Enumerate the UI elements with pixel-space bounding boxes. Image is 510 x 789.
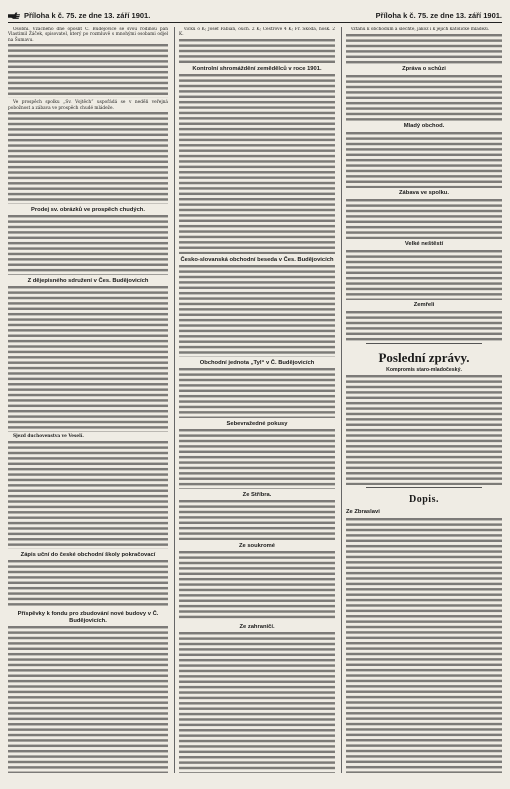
- article-heading: Zpráva o schůzi: [402, 66, 446, 73]
- body-text-block: [179, 39, 335, 63]
- body-text-block: [346, 199, 502, 239]
- body-text-block: [179, 265, 335, 357]
- columns: [8, 27, 502, 773]
- body-text-block: [8, 626, 168, 773]
- section-title: Dopis.: [409, 493, 439, 505]
- body-text-block: [8, 441, 168, 549]
- body-text-block: [8, 44, 168, 98]
- article-heading: Ze Stříbra.: [242, 491, 272, 498]
- article-paragraph: Osobní. Vzácného dne oposlit C. Budějovice se svou rodinou pan Vlastimil Žáček, spisovatel, který po rozmluvě s mnohými osobami odjel na Šumavu.: [8, 27, 168, 43]
- article-heading: Z dějepisného sdružení v Čes. Budějovicích: [27, 277, 149, 284]
- pointing-hand-icon: [8, 12, 20, 19]
- body-text-block: [179, 551, 335, 621]
- article-heading: Kontrolní shromáždění zemědělců v roce 1901.: [192, 65, 322, 72]
- article-heading: Sebevražedné pokusy: [226, 420, 288, 427]
- header-title-right: Příloha k č. 75. ze dne 13. září 1901.: [375, 11, 502, 20]
- body-text-block: [179, 632, 335, 773]
- newspaper-page: [8, 6, 502, 777]
- body-text-block: [8, 215, 168, 275]
- article-heading: Zábava ve spolku.: [399, 190, 449, 197]
- section-rule: [366, 487, 482, 488]
- article-heading: Ze soukromé: [238, 542, 276, 549]
- article-heading: Obchodní jednota „Tyl“ v Č. Budějovicích: [199, 359, 315, 366]
- body-text-block: [346, 375, 502, 485]
- section-title: Poslední zprávy.: [378, 349, 470, 365]
- body-text-block: [8, 112, 168, 204]
- body-text-block: [346, 250, 502, 300]
- article-paragraph: vztahu k obchodům a šlechtě, jakož i k jejich katolické mládeži.: [351, 27, 490, 32]
- body-text-block: [346, 75, 502, 121]
- column-2: [174, 27, 335, 773]
- body-text-block: [179, 429, 335, 489]
- body-text-block: [346, 518, 502, 773]
- section-subtitle: Kompromis staro-mladočeský.: [386, 366, 462, 373]
- body-text-block: [8, 560, 168, 608]
- article-paragraph: Sjezd duchovenstva ve Veselí.: [13, 434, 84, 440]
- body-text-block: [346, 132, 502, 188]
- article-heading: Mladý obchod.: [403, 123, 445, 130]
- body-text-block: [179, 500, 335, 540]
- body-text-block: [179, 368, 335, 418]
- column-1: [8, 27, 168, 773]
- article-heading: Ze zahraničí.: [239, 623, 275, 630]
- article-heading: Ze Zbraslavi: [346, 509, 380, 516]
- page-header: [8, 6, 502, 23]
- header-left: [8, 11, 150, 20]
- body-text-block: [8, 286, 168, 432]
- column-3: [341, 27, 502, 773]
- article-paragraph: vicků o K; Josef Fabian, ouch. 2 K; Cestrové 4 K; Fr. Škoda, hosk. 2 K.: [179, 27, 335, 38]
- article-heading: Prodej sv. obrázků ve prospěch chudých.: [31, 206, 145, 213]
- section-rule: [366, 343, 482, 344]
- body-text-block: [346, 34, 502, 64]
- article-heading: Příspěvky k fondu pro zbudování nové budovy v Č. Budějovicích.: [17, 610, 159, 624]
- article-heading: Česko-slovanská obchodní beseda v Čes. Budějovicích: [180, 256, 334, 263]
- article-paragraph: Ve prospěch spolku „Sv. Vojtěch“ uspořádá se v neděli veřejná pobožnost a zábava ve prospěch chudé mládeže.: [8, 100, 168, 111]
- body-text-block: [346, 311, 502, 341]
- article-heading: Velké neštěstí: [404, 241, 444, 248]
- article-heading: Zápis uční do české obchodní školy pokračovací: [20, 551, 156, 558]
- body-text-block: [179, 74, 335, 254]
- article-heading: Zemřeli: [413, 302, 435, 309]
- header-title: Příloha k č. 75. ze dne 13. září 1901.: [24, 11, 151, 20]
